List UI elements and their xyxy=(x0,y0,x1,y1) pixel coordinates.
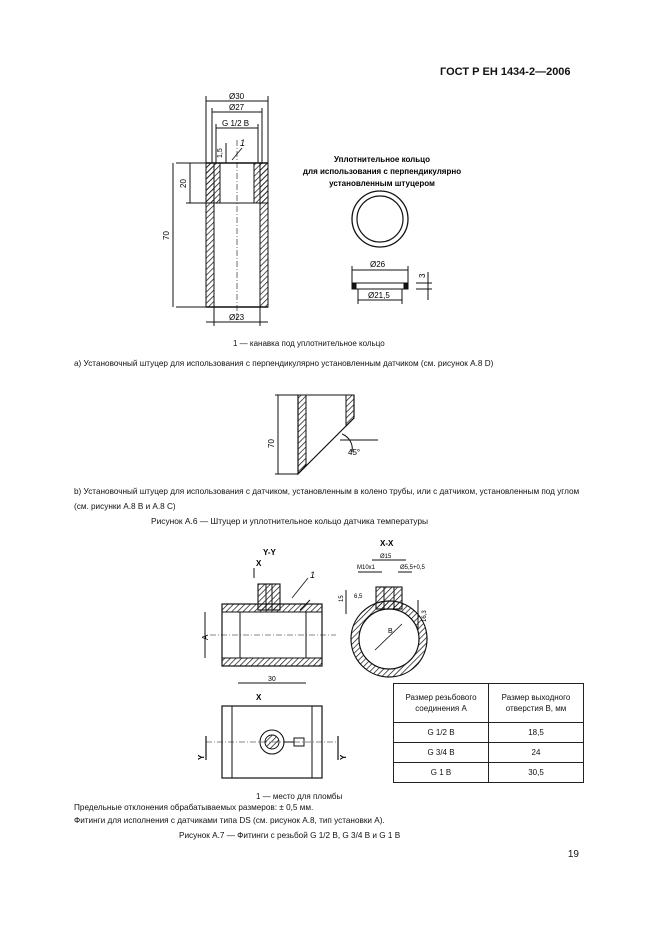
fitting-section-xx xyxy=(346,560,427,677)
dim-h70: 70 xyxy=(162,231,171,240)
fitting-section-yy xyxy=(205,568,336,683)
dim-m10: M10x1 xyxy=(357,565,376,571)
ring-t3: 3 xyxy=(418,273,427,278)
fitting-top-view xyxy=(206,706,338,778)
ring-d215: Ø21,5 xyxy=(368,291,390,300)
dim-thread: G 1/2 B xyxy=(222,119,250,128)
label-a: A xyxy=(201,634,210,640)
table-cell-bore: 30,5 xyxy=(489,763,584,783)
fittings-text: Фитинги для исполнения с датчиками типа DS (см. рисунок А.8, тип установки А). xyxy=(74,816,385,825)
page-number: 19 xyxy=(567,849,579,860)
section-xx: X-X xyxy=(380,539,394,548)
angle-fitting-drawing xyxy=(275,395,378,474)
callout-1: 1 xyxy=(240,138,246,148)
table-cell-bore: 18,5 xyxy=(489,723,584,743)
dim-163: 16,3 xyxy=(422,610,428,622)
dim-d23: Ø23 xyxy=(229,313,245,322)
table-header-bore: Размер выходного отверстия B, мм xyxy=(489,684,584,723)
table-row xyxy=(394,723,584,743)
tolerance-text: Предельные отклонения обрабатываемых размеров: ± 0,5 мм. xyxy=(74,803,314,812)
callout-seal: 1 xyxy=(310,570,316,580)
dim-b: B xyxy=(388,628,393,635)
para-a: а) Установочный штуцер для использования с перпендикулярно установленным датчиком (см. рисунок А.8 D) xyxy=(74,359,494,368)
dim-15: Ø15 xyxy=(380,554,392,560)
table-row xyxy=(394,743,584,763)
ring-title-2: для использования с перпендикулярно xyxy=(302,167,462,176)
table-header-thread: Размер резьбового соединения A xyxy=(394,684,489,723)
dim-30: 30 xyxy=(268,676,276,683)
caption-a7: Рисунок А.7 — Фитинги с резьбой G 1/2 B, G 3/4 B и G 1 B xyxy=(179,831,401,840)
table-cell-thread: G 3/4 B xyxy=(394,743,489,763)
document-header: ГОСТ Р ЕН 1434-2—2006 xyxy=(440,66,571,78)
table-cell-thread: G 1/2 B xyxy=(394,723,489,743)
para-b: b) Установочный штуцер для использования с датчиком, установленным в колено трубы, или с датчиком, установленным под углом (см. рисунки А.8 В и А.8 С) xyxy=(74,487,580,511)
ring-title-3: установленным штуцером xyxy=(329,179,435,188)
thread-size-table xyxy=(393,683,584,783)
angle-h70: 70 xyxy=(267,439,276,448)
dim-bore: Ø5,5+0,5 xyxy=(400,565,425,571)
dim-15v: 15 xyxy=(339,595,345,602)
ring-title-1: Уплотнительное кольцо xyxy=(334,155,430,164)
dim-h20: 20 xyxy=(179,179,188,188)
table-row xyxy=(394,763,584,783)
table-cell-thread: G 1 B xyxy=(394,763,489,783)
caption-a6: Рисунок А.6 — Штуцер и уплотнительное кольцо датчика температуры xyxy=(151,516,429,526)
dim-d27: Ø27 xyxy=(229,103,245,112)
note-a7: 1 — место для пломбы xyxy=(256,792,343,801)
dim-65: 6,5 xyxy=(354,594,363,600)
label-x-top: X xyxy=(256,559,262,568)
label-x-bottom: X xyxy=(256,693,262,702)
table-cell-bore: 24 xyxy=(489,743,584,763)
ring-drawing xyxy=(352,191,432,304)
dim-h15: 1,5 xyxy=(217,148,224,158)
angle-45: 45° xyxy=(348,448,361,457)
dim-d30: Ø30 xyxy=(229,92,245,101)
section-yy: Y-Y xyxy=(263,548,276,557)
label-y-left: Y xyxy=(197,754,206,760)
note-a6: 1 — канавка под уплотнительное кольцо xyxy=(233,339,385,348)
ring-d26: Ø26 xyxy=(370,260,386,269)
label-y-right: Y xyxy=(339,754,348,760)
fitting-drawing xyxy=(173,96,268,326)
